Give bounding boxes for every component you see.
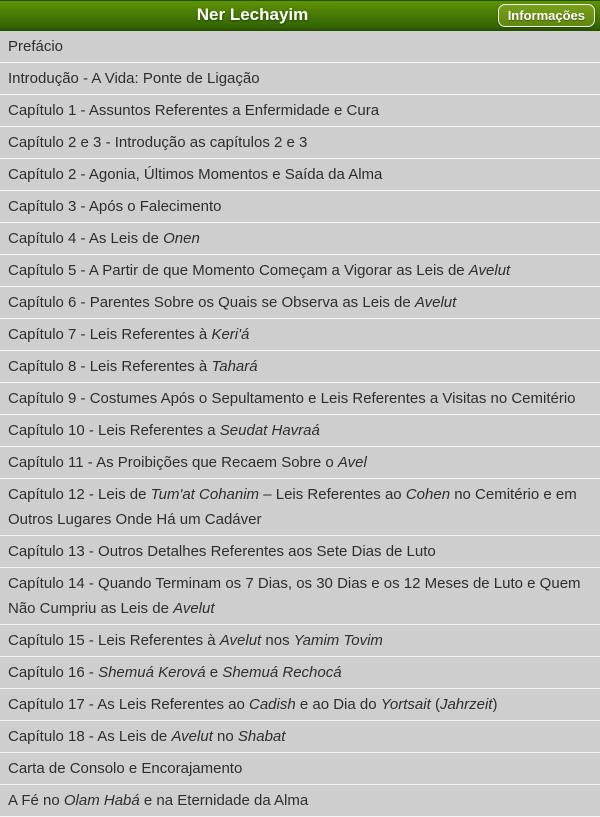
italic-term: Cohen — [405, 486, 451, 503]
item-text: Capítulo 8 - Leis Referentes à — [8, 358, 212, 375]
item-text: Capítulo 2 e 3 - Introdução as capítulos 2 e 3 — [8, 134, 308, 151]
italic-term: Shemuá Kerová — [98, 664, 206, 681]
item-text: Capítulo 5 - A Partir de que Momento Começam a Vigorar as Leis de — [8, 262, 469, 279]
item-text: no — [212, 728, 238, 745]
item-text: Capítulo 11 - As Proibições que Recaem Sobre o — [8, 454, 338, 471]
header-bar — [0, 0, 600, 31]
italic-term: Cadish — [248, 696, 296, 713]
italic-term: Shemuá Rechocá — [222, 664, 342, 681]
item-text: Capítulo 16 - — [8, 664, 99, 681]
item-text: Capítulo 9 - Costumes Após o Sepultamento e Leis Referentes a Visitas no Cemitério — [8, 390, 576, 407]
list-item[interactable] — [0, 689, 600, 721]
italic-term: Avelut — [171, 728, 213, 745]
item-text: ) — [492, 696, 498, 713]
list-item[interactable] — [0, 319, 600, 351]
list-item[interactable] — [0, 536, 600, 568]
item-text: Introdução - A Vida: Ponte de Ligação — [8, 70, 260, 87]
list-item[interactable] — [0, 753, 600, 785]
italic-term: Avelut — [173, 600, 215, 617]
item-text: Carta de Consolo e Encorajamento — [8, 760, 243, 777]
item-text: Capítulo 10 - Leis Referentes a — [8, 422, 220, 439]
item-text: Capítulo 1 - Assuntos Referentes a Enfermidade e Cura — [8, 102, 380, 119]
list-item[interactable] — [0, 447, 600, 479]
list-item[interactable] — [0, 415, 600, 447]
list-item[interactable] — [0, 223, 600, 255]
list-item[interactable] — [0, 95, 600, 127]
italic-term: Onen — [163, 230, 200, 247]
item-text: Capítulo 15 - Leis Referentes à — [8, 632, 220, 649]
item-text: Capítulo 18 - As Leis de — [8, 728, 172, 745]
list-item[interactable] — [0, 351, 600, 383]
list-item[interactable] — [0, 479, 600, 536]
chapter-list — [0, 31, 600, 817]
info-button[interactable]: Informações — [498, 4, 595, 27]
item-text: e na Eternidade da Alma — [139, 792, 309, 809]
item-text: Capítulo 6 - Parentes Sobre os Quais se Observa as Leis de — [8, 294, 415, 311]
item-text: A Fé no — [8, 792, 64, 809]
list-item[interactable] — [0, 63, 600, 95]
italic-term: Avelut — [219, 632, 262, 649]
list-item[interactable] — [0, 159, 600, 191]
item-text: – Leis Referentes ao — [259, 486, 406, 503]
italic-term: Avel — [337, 454, 367, 471]
italic-term: Yamim Tovim — [293, 632, 383, 649]
list-item[interactable] — [0, 191, 600, 223]
italic-term: Olam Habá — [63, 792, 140, 809]
list-item[interactable] — [0, 721, 600, 753]
item-text: Capítulo 2 - Agonia, Últimos Momentos e Saída da Alma — [8, 166, 383, 183]
item-text: Capítulo 17 - As Leis Referentes ao — [8, 696, 249, 713]
item-text: no Cemitério e em Outros Lugares Onde Há um Cadáver — [8, 486, 577, 528]
list-item[interactable] — [0, 785, 600, 817]
italic-term: Tahará — [211, 358, 258, 375]
item-text: Capítulo 13 - Outros Detalhes Referentes aos Sete Dias de Luto — [8, 543, 436, 560]
item-text: Capítulo 4 - As Leis de — [8, 230, 164, 247]
item-text: e ao Dia do — [295, 696, 381, 713]
item-text: e — [205, 664, 223, 681]
list-item[interactable] — [0, 625, 600, 657]
italic-term: Jahrzeit — [439, 696, 493, 713]
italic-term: Shabat — [237, 728, 286, 745]
item-text: Capítulo 3 - Após o Falecimento — [8, 198, 222, 215]
italic-term: Avelut — [414, 294, 457, 311]
list-item[interactable] — [0, 657, 600, 689]
item-text: Capítulo 7 - Leis Referentes à — [8, 326, 212, 343]
item-text: nos — [261, 632, 294, 649]
item-text: Capítulo 14 - Quando Terminam os 7 Dias, os 30 Dias e os 12 Meses de Luto e Quem Não Cumpriu as Leis de — [8, 575, 581, 617]
italic-term: Seudat Havraá — [219, 422, 320, 439]
italic-term: Tum'at Cohanim — [150, 486, 260, 503]
item-text: Capítulo 12 - Leis de — [8, 486, 151, 503]
list-item[interactable] — [0, 383, 600, 415]
list-item[interactable] — [0, 568, 600, 625]
italic-term: Yortsait — [380, 696, 431, 713]
item-text: Prefácio — [8, 38, 64, 55]
italic-term: Avelut — [468, 262, 511, 279]
page-title: Ner Lechayim — [196, 5, 309, 24]
list-item[interactable] — [0, 287, 600, 319]
list-item[interactable] — [0, 255, 600, 287]
italic-term: Keri'á — [211, 326, 250, 343]
list-item[interactable] — [0, 127, 600, 159]
list-item[interactable] — [0, 31, 600, 63]
item-text: ( — [430, 696, 440, 713]
